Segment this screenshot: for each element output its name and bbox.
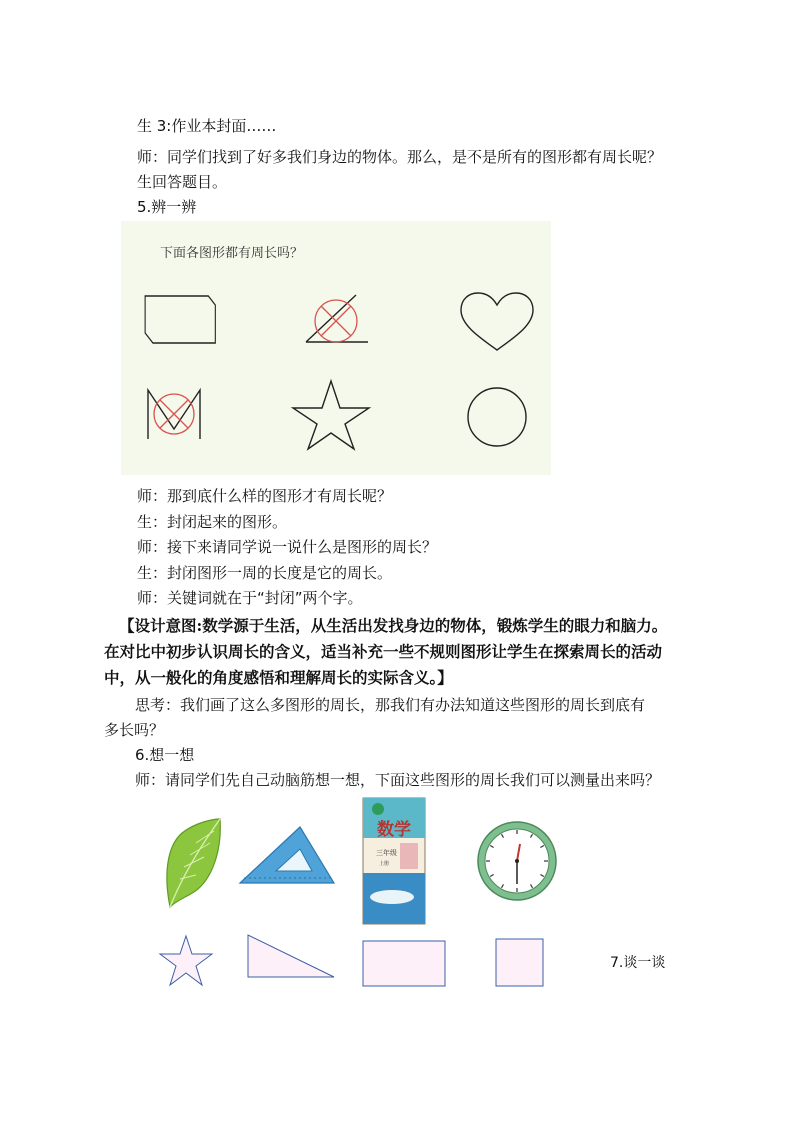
math-textbook-icon bbox=[362, 797, 426, 925]
dialogue-line: 生：封闭图形一周的长度是它的周长。 bbox=[137, 564, 393, 582]
open-angle-crossed-shape bbox=[304, 293, 374, 345]
clock-icon bbox=[476, 820, 558, 902]
quiz-prompt: 下面各图形都有周长吗？ bbox=[160, 246, 304, 261]
circle-shape bbox=[466, 386, 528, 448]
right-triangle-icon bbox=[246, 933, 338, 981]
star-shape bbox=[291, 379, 371, 451]
leaf-icon bbox=[162, 817, 224, 909]
teacher-line: 师：请同学们先自己动脑筋想一想，下面这些图形的周长我们可以测量出来吗？ bbox=[135, 771, 661, 789]
dialogue-line: 生：封闭起来的图形。 bbox=[137, 513, 288, 531]
book-title: 数学 bbox=[377, 820, 411, 840]
dialogue-line: 师：关键词就在于“封闭”两个字。 bbox=[137, 589, 363, 607]
dialogue-line: 生回答题目。 bbox=[137, 173, 228, 191]
thinking-line: 思考：我们画了这么多图形的周长，那我们有办法知道这些图形的周长到底有 bbox=[135, 696, 646, 714]
cut-corner-rectangle-shape bbox=[143, 293, 218, 348]
heart-shape bbox=[459, 291, 535, 353]
book-grade: 三年级 bbox=[376, 849, 397, 857]
thinking-line: 多长吗？ bbox=[104, 721, 165, 739]
dialogue-line: 师：接下来请同学说一说什么是图形的周长？ bbox=[137, 538, 438, 556]
design-intent-line: 中，从一般化的角度感悟和理解周长的实际含义。】 bbox=[104, 668, 453, 687]
section-6-title: 6.想一想 bbox=[135, 746, 195, 764]
rectangle-icon bbox=[362, 940, 446, 988]
dialogue-line: 生 3:作业本封面…… bbox=[137, 117, 277, 135]
star-icon bbox=[158, 935, 214, 987]
section-5-title: 5.辨一辨 bbox=[137, 198, 197, 216]
quiz-figure-panel bbox=[121, 221, 551, 475]
dialogue-line: 师：那到底什么样的图形才有周长呢？ bbox=[137, 487, 393, 505]
design-intent-line: 在对比中初步认识周长的含义，适当补充一些不规则图形让学生在探索周长的活动 bbox=[104, 642, 663, 661]
dialogue-line: 师：同学们找到了好多我们身边的物体。那么，是不是所有的图形都有周长呢？ bbox=[137, 148, 663, 166]
book-volume: 上册 bbox=[379, 861, 390, 867]
section-7-title: 7.谈一谈 bbox=[610, 955, 666, 971]
open-m-crossed-shape bbox=[145, 387, 205, 441]
design-intent-line: 【设计意图:数学源于生活，从生活出发找身边的物体，锻炼学生的眼力和脑力。 bbox=[119, 616, 668, 635]
measurement-figures bbox=[150, 795, 710, 995]
square-icon bbox=[495, 938, 545, 988]
triangle-ruler-icon bbox=[238, 825, 342, 887]
